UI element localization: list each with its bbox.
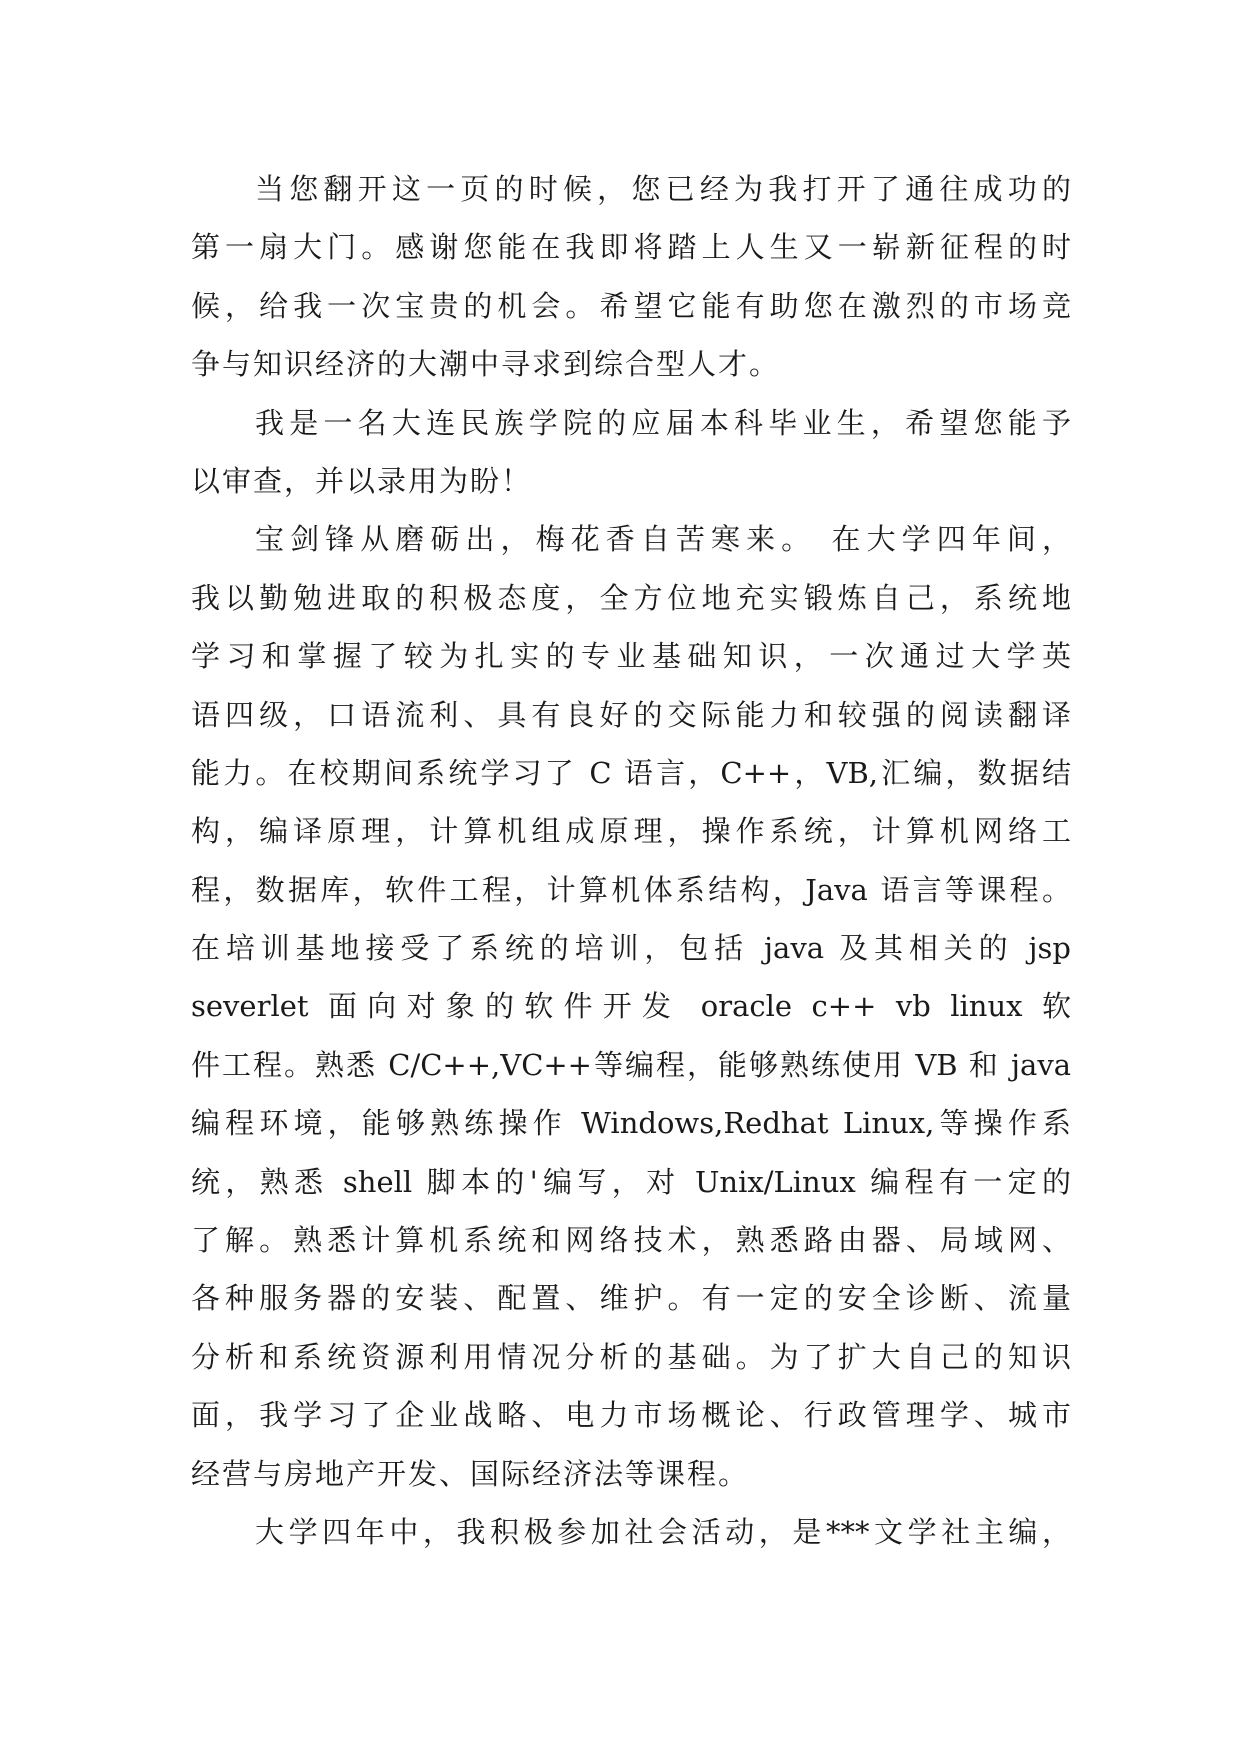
paragraph-line: 在培训基地接受了系统的培训，包括 java 及其相关的 jsp bbox=[191, 931, 1071, 966]
paragraph-line: 统，熟悉 shell 脚本的'编写，对 Unix/Linux 编程有一定的 bbox=[191, 1164, 1071, 1199]
paragraph-line: 争与知识经济的大潮中寻求到综合型人才。 bbox=[191, 347, 781, 382]
paragraph-line: 能力。在校期间系统学习了 C 语言，C++，VB,汇编，数据结 bbox=[191, 755, 1071, 790]
paragraph-line: 候，给我一次宝贵的机会。希望它能有助您在激烈的市场竞 bbox=[191, 288, 1071, 323]
paragraph-line: 语四级，口语流利、具有良好的交际能力和较强的阅读翻译 bbox=[191, 697, 1071, 732]
paragraph-line: 程，数据库，软件工程，计算机体系结构，Java 语言等课程。 bbox=[191, 872, 1071, 907]
paragraph-line: 宝剑锋从磨砺出，梅花香自苦寒来。 在大学四年间， bbox=[255, 522, 1071, 557]
paragraph-line: 大学四年中，我积极参加社会活动，是***文学社主编， bbox=[255, 1514, 1071, 1549]
paragraph-line: 各种服务器的安装、配置、维护。有一定的安全诊断、流量 bbox=[191, 1281, 1071, 1316]
paragraph-line: 件工程。熟悉 C/C++,VC++等编程，能够熟练使用 VB 和 java bbox=[191, 1047, 1071, 1082]
paragraph-line: 第一扇大门。感谢您能在我即将踏上人生又一崭新征程的时 bbox=[191, 230, 1071, 265]
paragraph-line: 以审查，并以录用为盼！ bbox=[191, 463, 533, 498]
paragraph-line: severlet 面向对象的软件开发 oracle c++ vb linux 软 bbox=[191, 989, 1071, 1024]
paragraph-line: 我以勤勉进取的积极态度，全方位地充实锻炼自己，系统地 bbox=[191, 580, 1071, 615]
paragraph-line: 了解。熟悉计算机系统和网络技术，熟悉路由器、局域网、 bbox=[191, 1223, 1071, 1258]
paragraph-line: 构，编译原理，计算机组成原理，操作系统，计算机网络工 bbox=[191, 814, 1071, 849]
paragraph-line: 我是一名大连民族学院的应届本科毕业生，希望您能予 bbox=[255, 405, 1071, 440]
document-body bbox=[191, 160, 1071, 1561]
paragraph-line: 面，我学习了企业战略、电力市场概论、行政管理学、城市 bbox=[191, 1398, 1071, 1433]
paragraph-line: 经营与房地产开发、国际经济法等课程。 bbox=[191, 1456, 750, 1491]
paragraph-line: 分析和系统资源利用情况分析的基础。为了扩大自己的知识 bbox=[191, 1339, 1071, 1374]
paragraph-line: 学习和掌握了较为扎实的专业基础知识，一次通过大学英 bbox=[191, 639, 1071, 674]
paragraph-line: 编程环境，能够熟练操作 Windows,Redhat Linux,等操作系 bbox=[191, 1106, 1071, 1141]
paragraph-line: 当您翻开这一页的时候，您已经为我打开了通往成功的 bbox=[255, 172, 1071, 206]
